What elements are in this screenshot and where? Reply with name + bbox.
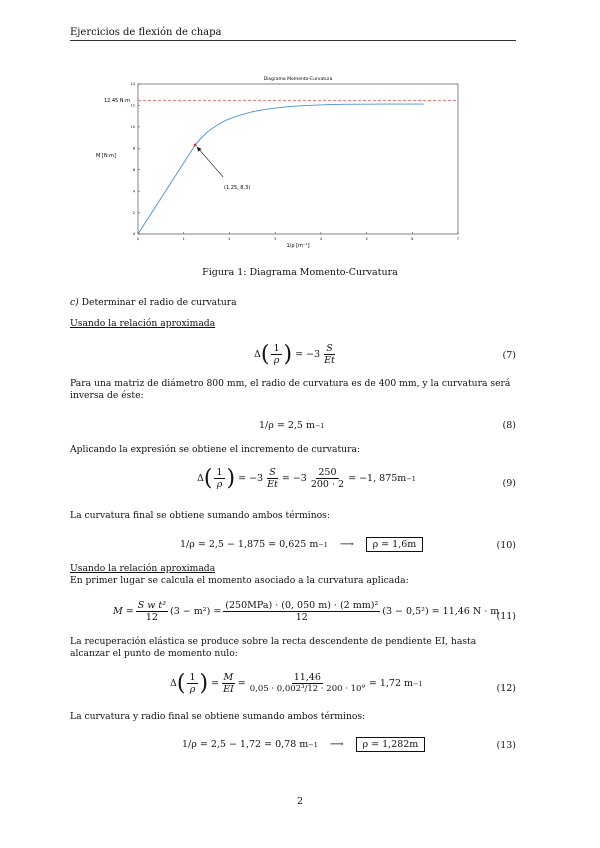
equation-10: 1/ρ = 2,5 − 1,875 = 0,625 m −1 ⟶ ρ = 1,6m bbox=[180, 537, 423, 552]
equation-8: 1/ρ = 2,5 m −1 bbox=[259, 420, 325, 431]
equation-7: Δ ( $\frac{1}{\rho}$ ) = −3 $\frac{S}{Et}$ bbox=[254, 341, 335, 367]
y-axis-label: M [N·m] bbox=[96, 153, 117, 159]
equation-number-8: (8) bbox=[502, 420, 516, 431]
chart-title: Diagrama Momento-Curvatura bbox=[263, 77, 333, 82]
equation-number-10: (10) bbox=[496, 540, 516, 551]
equation-12: Δ ( $\frac{1}{\rho}$ ) = $\frac{M}{EI}$ = $\frac{11,46}{\text{0,05 · 0,002³/12 · 200 · 10⁹}}$ = 1,72 m −1 bbox=[170, 670, 423, 696]
paragraph-2: Aplicando la expresión se obtiene el incremento de curvatura: bbox=[70, 444, 361, 455]
x-tick-label: 3 bbox=[274, 237, 277, 241]
annotation-arrow bbox=[197, 147, 223, 177]
y-tick-label: 12 bbox=[130, 103, 135, 108]
y-tick-label: 10 bbox=[130, 125, 135, 130]
x-tick-label: 2 bbox=[228, 237, 231, 241]
equation-9: Δ ( $\frac{1}{\rho}$ ) = −3 $\frac{S}{Et}$ = −3 $\frac{250}{200 \cdot 2}$ = −1, 875m −1 bbox=[197, 465, 416, 491]
marker-point bbox=[194, 144, 197, 147]
section-heading bbox=[70, 297, 237, 309]
equation-number-12: (12) bbox=[496, 683, 516, 694]
x-tick-label: 6 bbox=[411, 237, 414, 241]
page-number: 2 bbox=[296, 796, 304, 807]
equation-number-7: (7) bbox=[502, 350, 516, 361]
x-tick-label: 1 bbox=[182, 237, 185, 241]
paragraph-1: Para una matriz de diámetro 800 mm, el radio de curvatura es de 400 mm, y la curvatura será inversa de éste: bbox=[70, 378, 511, 401]
boxed-result-10: ρ = 1,6m bbox=[366, 537, 424, 552]
paragraph-4: En primer lugar se calcula el momento asociado a la curvatura aplicada: bbox=[70, 575, 409, 586]
paragraph-5: La recuperación elástica se produce sobre la recta descendente de pendiente EI, hasta alcanzar el punto de momento nulo: bbox=[70, 636, 477, 659]
y-tick-label: 0 bbox=[132, 232, 135, 237]
equation-number-9: (9) bbox=[502, 478, 516, 489]
y-tick-label: 8 bbox=[132, 146, 135, 151]
paragraph-6: La curvatura y radio final se obtiene sumando ambos términos: bbox=[70, 711, 366, 722]
equation-number-13: (13) bbox=[496, 740, 516, 751]
equation-13: 1/ρ = 2,5 − 1,72 = 0,78 m −1 ⟶ ρ = 1,282m bbox=[182, 737, 425, 752]
section-title: Determinar el radio de curvatura bbox=[78, 297, 237, 308]
y-tick-label: 2 bbox=[132, 210, 135, 215]
x-axis-label: 1/ρ [m⁻¹] bbox=[286, 243, 310, 249]
subheading-1: Usando la relación aproximada bbox=[70, 318, 216, 329]
asymptote-label: 12.45 N·m bbox=[103, 98, 130, 105]
y-tick-label: 4 bbox=[132, 189, 135, 194]
running-header: Ejercicios de flexión de chapa bbox=[70, 27, 222, 38]
moment-curvature-chart bbox=[88, 70, 488, 260]
equation-number-11: (11) bbox=[496, 611, 516, 622]
paragraph-3: La curvatura final se obtiene sumando ambos términos: bbox=[70, 510, 330, 521]
annotation-label: (1.25, 8.3) bbox=[224, 185, 251, 192]
figure-caption: Figura 1: Diagrama Momento-Curvatura bbox=[202, 267, 398, 278]
equation-11: M = $\frac{\text{S w t²}}{12}$ (3 − m²) = $\frac{\text{(250MPa) · (0, 050 m) · (2 mm)²}}{12}$ (3 − 0,5²) = 11,46 N · m bbox=[113, 600, 500, 623]
delta: Δ bbox=[254, 349, 261, 360]
boxed-result-13: ρ = 1,282m bbox=[356, 737, 426, 752]
x-tick-label: 0 bbox=[136, 237, 140, 241]
header-rule bbox=[70, 40, 516, 41]
section-letter: c) bbox=[70, 297, 79, 308]
x-tick-label: 7 bbox=[456, 237, 460, 241]
moment-curve bbox=[138, 104, 424, 234]
x-tick-label: 5 bbox=[365, 237, 368, 241]
y-tick-label: 14 bbox=[130, 82, 135, 87]
subheading-2: Usando la relación aproximada bbox=[70, 563, 216, 574]
y-tick-label: 6 bbox=[132, 167, 135, 172]
x-tick-label: 4 bbox=[319, 237, 322, 241]
